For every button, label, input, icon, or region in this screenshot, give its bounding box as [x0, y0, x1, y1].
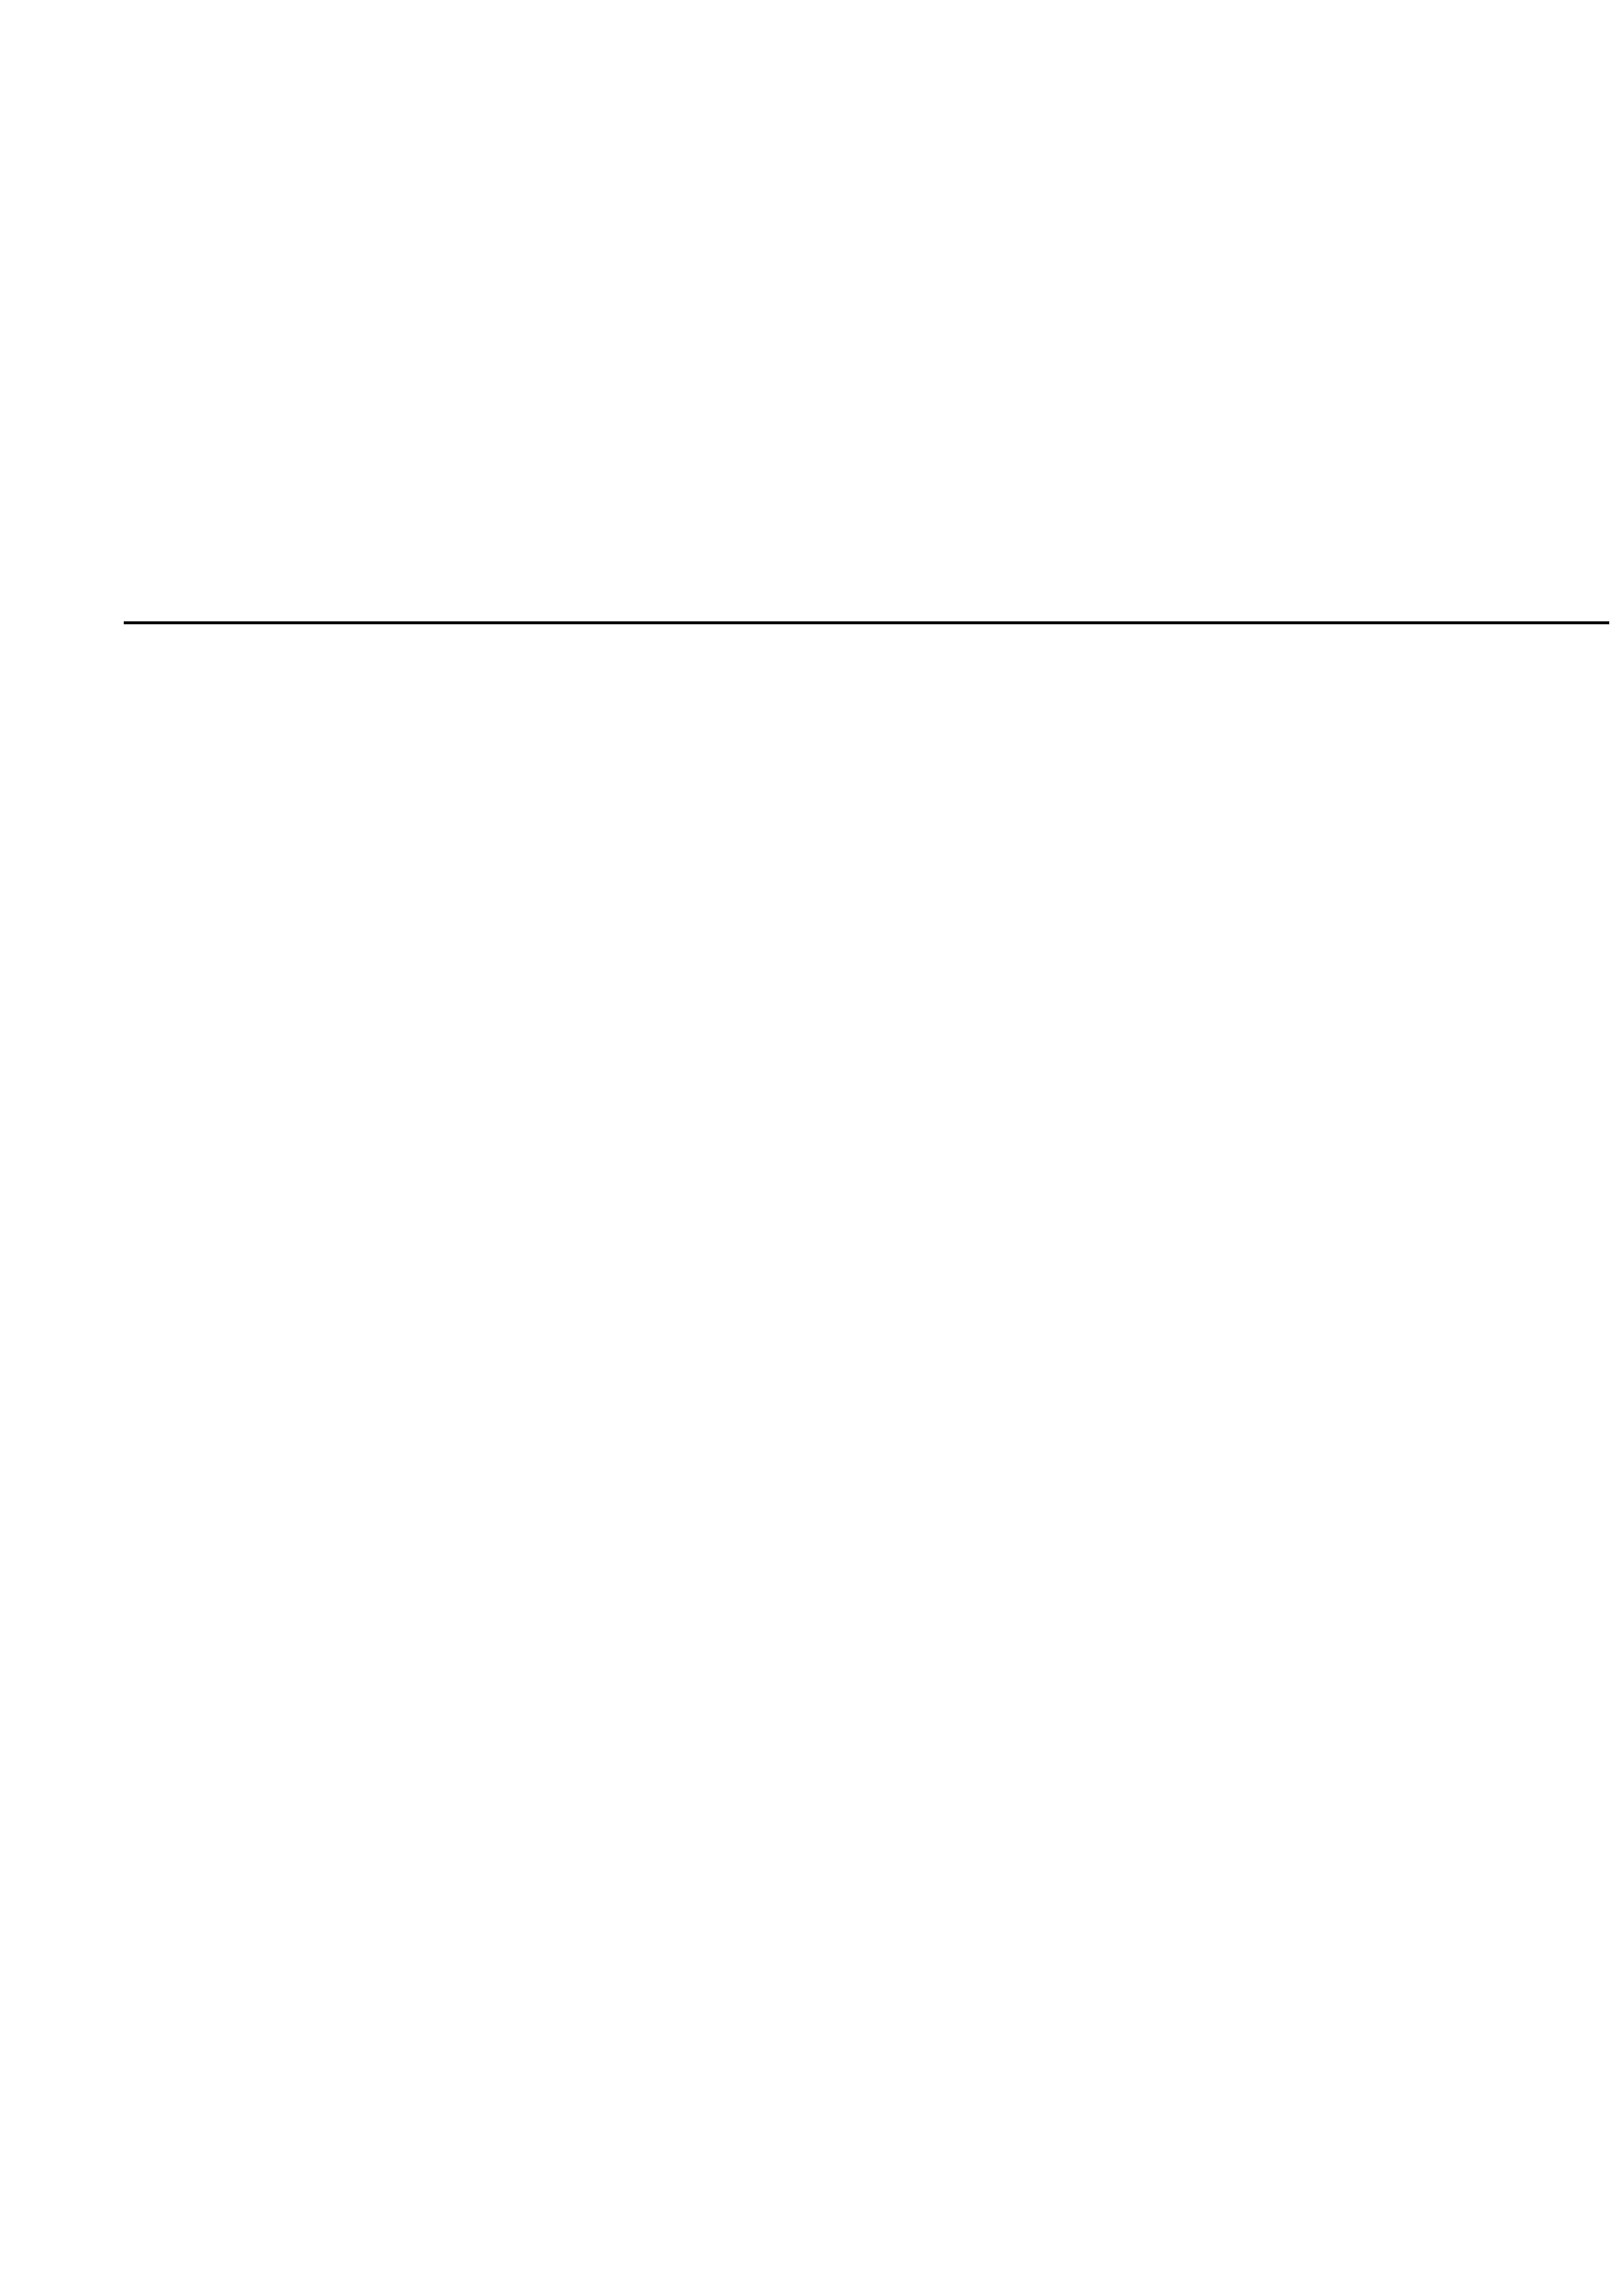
horizontal-rule: [124, 621, 1609, 624]
